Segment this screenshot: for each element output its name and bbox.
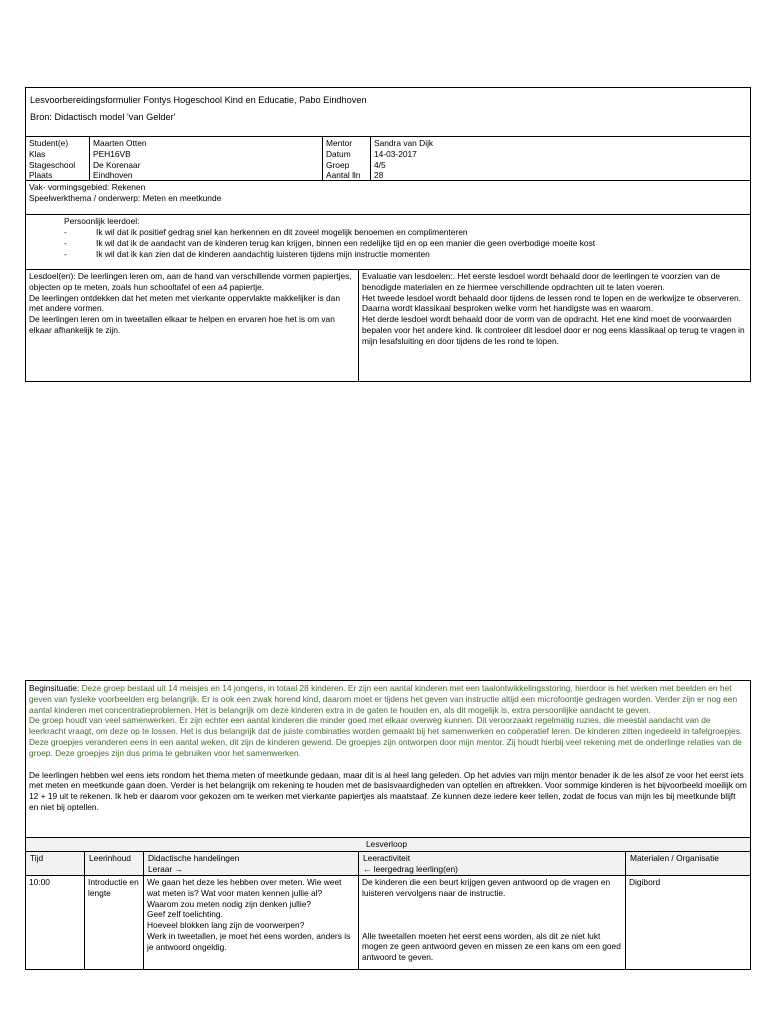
- theme-text: Speelwerkthema / onderwerp: Meten en meetkunde: [29, 193, 222, 203]
- personal-goal-heading: Persoonlijk leerdoel:: [64, 216, 140, 226]
- info-right-labels: [326, 138, 360, 181]
- lesson-flow-header-row: [26, 852, 750, 876]
- goals-row: [26, 270, 750, 381]
- label-datum: Datum: [326, 148, 351, 159]
- list-item: - Ik wil dat ik positief gedrag snel kan herkennen en dit zoveel mogelijk benoemen en complimenteren: [64, 227, 468, 237]
- lesson-flow-table: [25, 838, 751, 970]
- label-aantal: Aantal lln: [326, 170, 361, 181]
- lesson-goal-3: De leerlingen leren om in tweetallen elkaar te helpen en ervaren hoe het is om van elkaar afhankelijk te zijn.: [29, 314, 335, 335]
- start-situation-label: Beginsituatie:: [29, 683, 80, 693]
- value-plaats: Eindhoven: [93, 170, 133, 181]
- row1-content: Introductie en lengte: [88, 877, 139, 898]
- start-situation-block: [25, 680, 751, 838]
- info-left-values: [93, 138, 147, 181]
- table-row: [26, 876, 750, 970]
- value-aantal: 28: [374, 170, 384, 181]
- lesson-goal-1: Lesdoel(en): De leerlingen leren om, aan de hand van verschillende vormen papiertjes, objecten op te meten, zoals hun schooltafel of een a4 papiertje.: [29, 271, 352, 292]
- evaluation-3: Het derde lesdoel wordt behaald door de vorm van de opdracht. Het ene kind moet de voorwaarden bepalen voor het andere kind. Ik controleer dit lesdoel door er nog eens klassikaal op terug te vragen in mijn lesafsluiting en door tijdens de les rond te lopen.: [362, 314, 745, 346]
- info-grid: [26, 137, 750, 181]
- value-datum: 14-03-2017: [374, 148, 417, 159]
- lesson-goal-2: De leerlingen ontdekken dat het meten met vierkante oppervlakte makkelijker is dan met andere vormen.: [29, 292, 340, 314]
- start-situation-green-1: Beginsituatie: Deze groep bestaat uit 14 meisjes en 14 jongens, in totaal 28 kinderen. Er zijn een aantal kinderen met een taalontwikkelingsstoring, hierdoor is het werken met beelden en het geven van fysieke voorbeelden erg belangrijk. Er is ook een zwak horend kind, daarom moet er tijdens het geven van instructie altijd een microfoontje gedragen worden. Verder zijn er nog een aantal kinderen met concentratieproblemen. Het is belangrijk om deze kinderen extra in de gaten te houden en, als dit mogelijk is, extra persoonlijke aandacht te geven.: [29, 683, 738, 715]
- value-student: Maarten Otten: [93, 138, 147, 148]
- personal-goal-list: [26, 227, 750, 259]
- label-stageschool: Stageschool: [29, 159, 76, 170]
- info-right-values: [374, 138, 433, 181]
- value-groep: 4/5: [374, 159, 386, 170]
- label-student: Student(e): [29, 138, 69, 148]
- row1-time: 10:00: [29, 877, 50, 887]
- lesson-goals: [26, 270, 358, 381]
- subject-text: Vak- vormingsgebied: Rekenen: [29, 182, 146, 192]
- col-activity: Leeractiviteit ← leergedrag leerling(en): [363, 853, 458, 874]
- col-content: Leerinhoud: [89, 853, 131, 863]
- list-item: - Ik wil dat ik de aandacht van de kinderen terug kan krijgen, binnen een redelijke tijd en op een manier die geen overbodige moeite kost: [64, 237, 596, 248]
- evaluation-1: Evaluatie van lesdoelen:. Het eerste lesdoel wordt behaald door de leerlingen te voorzien van de benodigde materialen en ze hiermee verschillende opdrachten uit te laten voeren.: [362, 271, 721, 292]
- label-klas: Klas: [29, 148, 46, 159]
- form-source: Bron: Didactisch model 'van Gelder': [30, 112, 176, 122]
- row1-student: De kinderen die een beurt krijgen geven antwoord op de vragen en luisteren vervolgens naar de instructie. Alle tweetallen moeten het eerst eens worden, als dit ze niet lukt mogen ze geen antwoord geven en missen ze een kans om een goed antwoord te geven.: [362, 877, 621, 963]
- info-left-labels: [29, 138, 75, 181]
- evaluation-2: Het tweede lesdoel wordt behaald door tijdens de lessen rond te lopen en de werkwijze te observeren. Daarna wordt klassikaal besproken welke vorm het handigste was en waarom.: [362, 292, 741, 314]
- col-materials: Materialen / Organisatie: [630, 853, 719, 863]
- label-mentor: Mentor: [326, 138, 353, 148]
- personal-goal-row: [26, 215, 750, 270]
- col-didactic: Didactische handelingen Leraar →: [148, 853, 240, 874]
- label-plaats: Plaats: [29, 170, 53, 181]
- lesson-flow-title: Lesverloop: [366, 839, 407, 849]
- row1-materials: Digibord: [629, 877, 661, 887]
- value-mentor: Sandra van Dijk: [374, 138, 434, 148]
- row1-teacher: We gaan het deze les hebben over meten. Wie weet wat meten is? Wat voor maten kennen jullie al? Waarom zou meten nodig zijn denken jullie? Geef zelf toelichting. Hoeveel blokken lang zijn de voorwerpen? Werk in tweetallen, je moet het eens worden, anders is je antwoord ongeldig.: [147, 877, 351, 952]
- evaluation: [359, 270, 751, 381]
- subject-row: [26, 181, 750, 215]
- col-time: Tijd: [30, 853, 44, 863]
- form-title: Lesvoorbereidingsformulier Fontys Hogeschool Kind en Educatie, Pabo Eindhoven: [30, 95, 367, 105]
- label-groep: Groep: [326, 159, 350, 170]
- start-situation-green-2: De groep houdt van veel samenwerken. Er zijn echter een aantal kinderen die minder goed met elkaar overweg kunnen. Dit veroorzaakt regelmatig ruzies, die meestal aandacht van de leerkracht vraagt, om deze op te lossen. Het is dus belangrijk dat de juiste combinaties worden gemaakt bij het samenwerken en coöperatief leren. De kinderen zitten ingedeeld in tafelgroepjes. Deze groepjes veranderen eens in een aantal weken, dit zijn de kinderen gewend. De groepjes zijn ontworpen door mijn mentor. Zij houdt hierbij veel rekening met de onderlinge relaties van de groep. Deze groepjes zijn dus prima te gebruiken voor het samenwerken.: [29, 715, 743, 758]
- start-situation-black: De leerlingen hebben wel eens iets rondom het thema meten of meetkunde gedaan, maar dit is al heel lang geleden. Op het advies van mijn mentor benader ik de les alsof ze voor het eerst iets met meten en meetkunde gaan doen. Verder is het belangrijk om rekening te houden met de basisvaardigheden van optellen en aftrekken. Voor sommige kinderen is het bijvoorbeeld moeilijk om 12 + 19 uit te rekenen. Ik heb er daarom voor gekozen om te werken met vierkante papiertjes als maatstaaf. Ze kunnen deze iedere keer tellen, zodat de focus van mijn les bij meetkunde blijft en niet bij optellen.: [29, 769, 747, 812]
- lesson-flow-title-row: [26, 838, 750, 852]
- list-item: - Ik wil dat ik kan zien dat de kinderen aandachtig luisteren tijdens mijn instructie momenten: [64, 248, 430, 259]
- value-klas: PEH16VB: [93, 148, 131, 159]
- value-stageschool: De Korenaar: [93, 159, 141, 170]
- title-row: [26, 88, 750, 137]
- form-header-block: [25, 87, 751, 382]
